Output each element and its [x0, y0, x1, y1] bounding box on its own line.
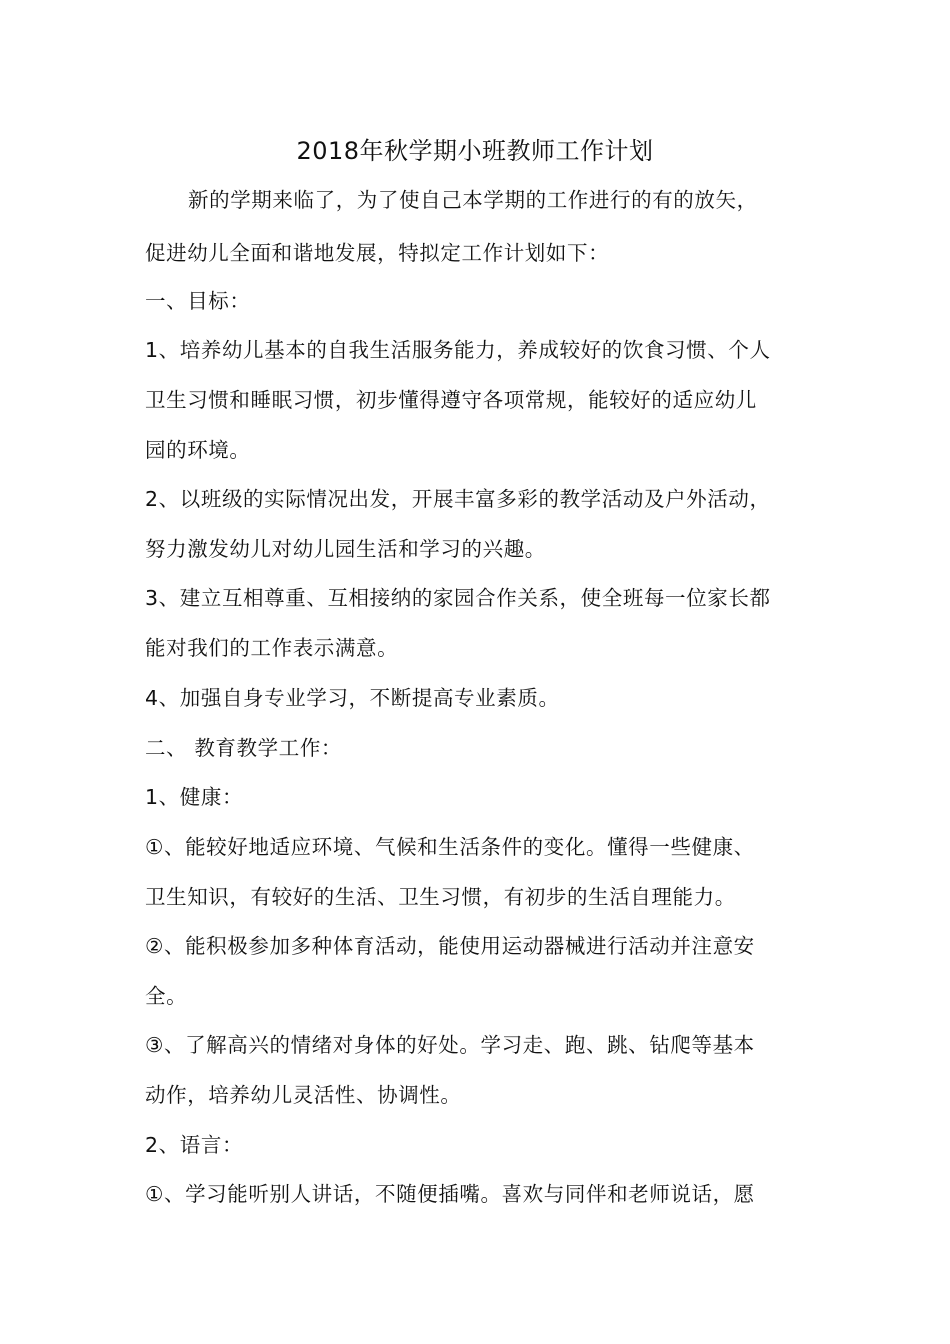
document-title: 2018年秋学期小班教师工作计划 — [296, 137, 654, 165]
paragraph-line: 卫生习惯和睡眠习惯，初步懂得遵守各项常规，能较好的适应幼儿 — [145, 388, 757, 412]
paragraph-line: ①、能较好地适应环境、气候和生活条件的变化。懂得一些健康、 — [145, 835, 755, 859]
paragraph-line: 能对我们的工作表示满意。 — [145, 636, 399, 660]
section-heading: 一、目标： — [145, 289, 251, 313]
paragraph-line: ②、能积极参加多种体育活动，能使用运动器械进行活动并注意安 — [145, 934, 755, 958]
paragraph-line: 新的学期来临了，为了使自己本学期的工作进行的有的放矢， — [188, 188, 758, 212]
subsection-heading: 2、语言： — [145, 1133, 244, 1157]
paragraph-line: 卫生知识，有较好的生活、卫生习惯，有初步的生活自理能力。 — [145, 885, 736, 909]
paragraph-line: 园的环境。 — [145, 438, 251, 462]
paragraph-line: 4、加强自身专业学习，不断提高专业素质。 — [145, 686, 560, 710]
paragraph-line: 全。 — [145, 984, 188, 1008]
paragraph-line: 促进幼儿全面和谐地发展，特拟定工作计划如下： — [145, 241, 610, 265]
paragraph-line: ③、了解高兴的情绪对身体的好处。学习走、跑、跳、钻爬等基本 — [145, 1033, 755, 1057]
paragraph-line: 努力激发幼儿对幼儿园生活和学习的兴趣。 — [145, 537, 546, 561]
subsection-heading: 1、健康： — [145, 785, 244, 809]
paragraph-line: 2、以班级的实际情况出发，开展丰富多彩的教学活动及户外活动， — [145, 487, 771, 511]
paragraph-line: ①、学习能听别人讲话，不随便插嘴。喜欢与同伴和老师说话，愿 — [145, 1182, 755, 1206]
paragraph-line: 1、培养幼儿基本的自我生活服务能力，养成较好的饮食习惯、个人 — [145, 338, 771, 362]
paragraph-line: 动作，培养幼儿灵活性、协调性。 — [145, 1083, 462, 1107]
section-heading: 二、 教育教学工作： — [145, 736, 343, 760]
paragraph-line: 3、建立互相尊重、互相接纳的家园合作关系，使全班每一位家长都 — [145, 586, 771, 610]
